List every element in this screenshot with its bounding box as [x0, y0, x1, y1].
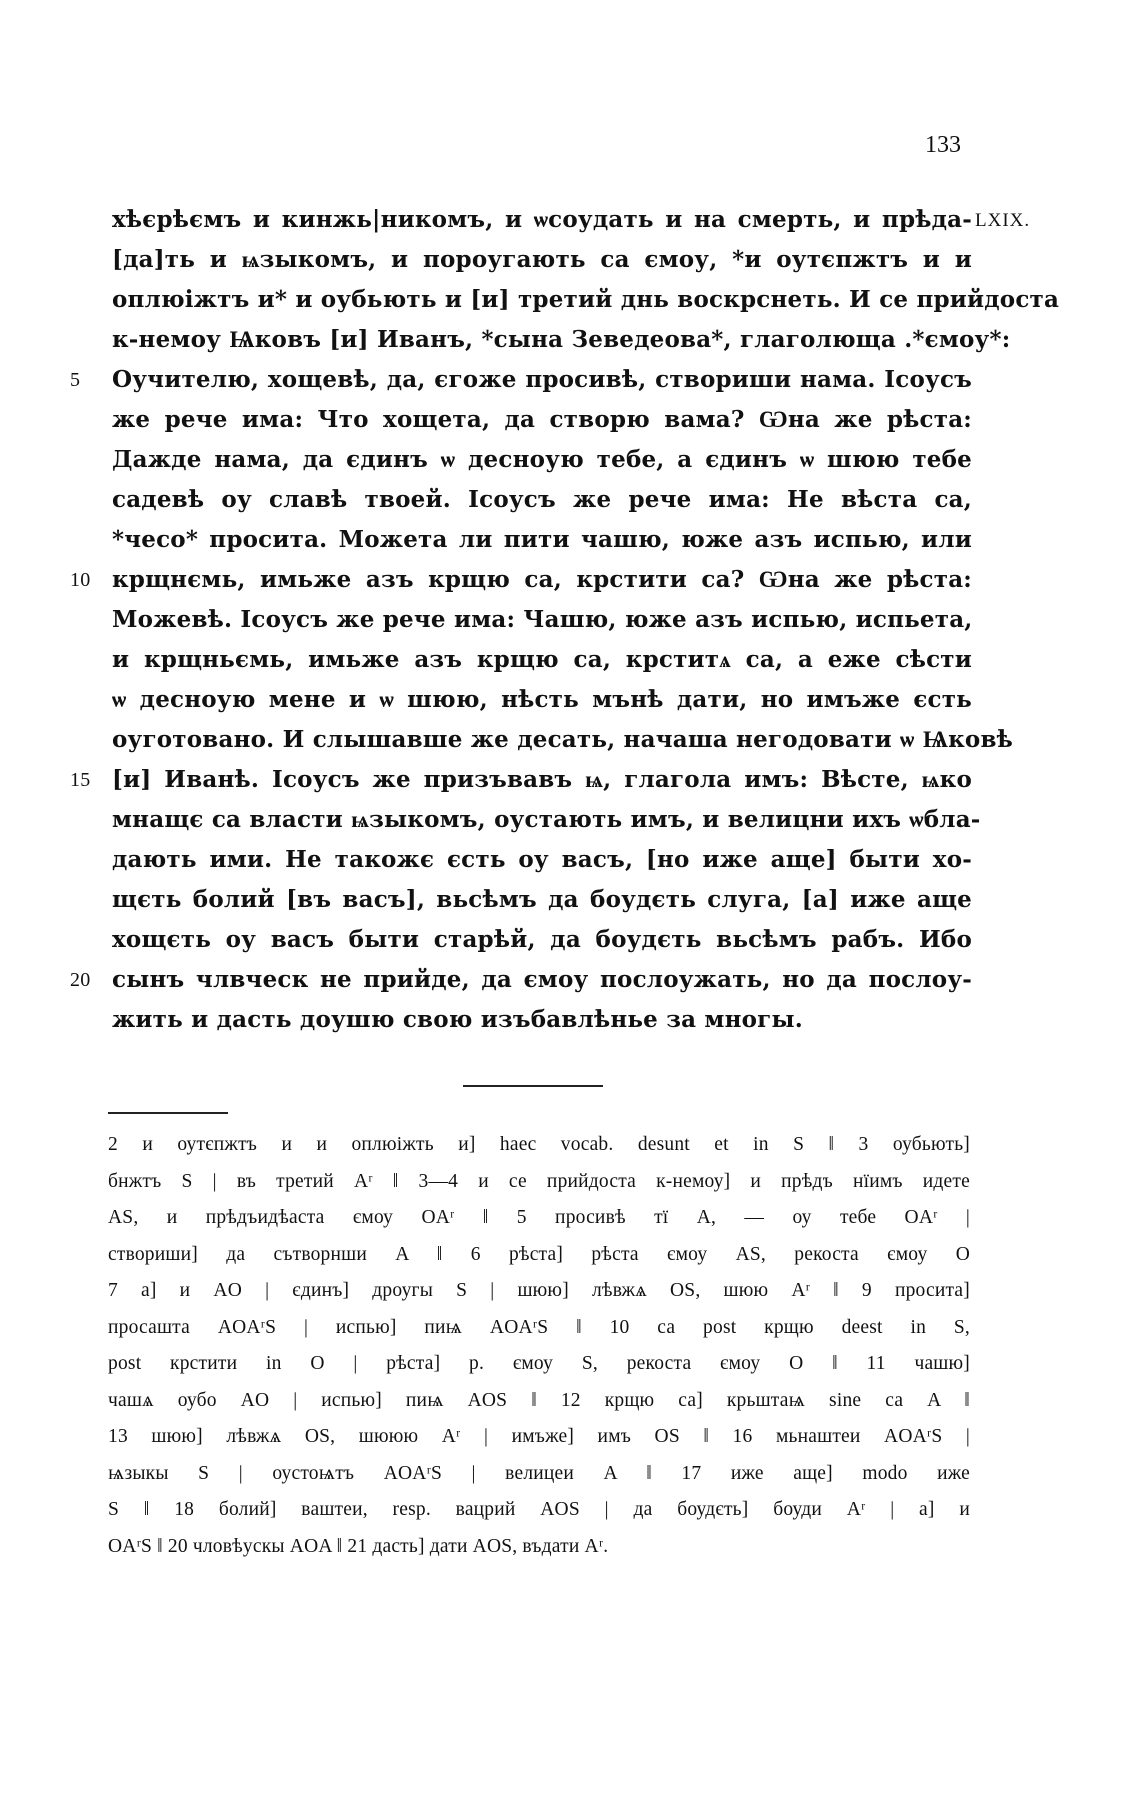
text-line [112, 800, 981, 840]
line-text: хѣєрѣємъ и кинжь|никомъ, и ѡсоудать и на смерть, и прѣда- [112, 206, 972, 233]
text-line [112, 1000, 972, 1040]
text-line [112, 320, 1011, 360]
line-text: ѡ десноую мене и ѡ шюю, нѣсть мънѣ дати, но имъже єсть [112, 686, 972, 713]
line-text: *чесо* просита. Можета ли пити чашю, юже азъ испью, или [112, 526, 972, 553]
line-text: к-немоу Ѩковъ [и] Иванъ, *сына Зеведеова*, глаголюща .*ємоу*: [112, 326, 1011, 353]
text-line [112, 640, 972, 680]
text-line [112, 440, 972, 480]
text-line [112, 680, 972, 720]
line-number: 15 [70, 769, 91, 791]
line-text: и крщньємь, имьже азъ крщю са, крститѧ са, а еже сѣсти [112, 646, 972, 673]
text-line [112, 600, 972, 640]
text-line [112, 880, 972, 920]
line-number: 5 [70, 369, 81, 391]
apparatus-line: 13 шюю] лѣвжѧ OS, шююю Aʳ | имъже] имъ OS ‖ 16 мьнаштеи AOAʳS | [108, 1426, 970, 1447]
apparatus-line: S ‖ 18 болий] ваштеи, resp. вацрий AOS | да боудєть] боуди Aʳ | а] и [108, 1499, 970, 1520]
text-line [70, 960, 972, 1000]
line-text: оуготовано. И слышавше же десать, начаша негодовати ѡ Ѩковѣ [112, 726, 1014, 753]
text-line [70, 360, 972, 400]
line-text: оплюіжтъ и* и оубьють и [и] третий днь воскрснеть. И се прийдоста [112, 286, 1060, 313]
apparatus-line: бнжтъ S | въ третий Aʳ ‖ 3—4 и се прийдоста к-немоу] и прѣдъ нїимъ идете [108, 1170, 970, 1192]
line-text: сынъ члвческ не прийде, да ємоу послоужать, но да послоу- [112, 966, 972, 993]
line-text: же рече има: Что хощета, да створю вама? Ѡна же рѣста: [112, 406, 972, 433]
text-line [112, 920, 972, 960]
line-text: хощєть оу васъ быти старѣй, да боудєть вьсѣмъ рабъ. Ибо [112, 926, 972, 953]
text-line [112, 200, 972, 240]
line-text: Дажде нама, да єдинъ ѡ десноую тебе, а єдинъ ѡ шюю тебе [112, 446, 972, 473]
footnote-rule [108, 1112, 228, 1114]
text-separator-rule [463, 1085, 603, 1087]
text-line [112, 280, 1060, 320]
apparatus-line: просашта AOAʳS | испью] пиѩ AOAʳS ‖ 10 са post крщю deest in S, [108, 1316, 970, 1338]
line-text: щєть болий [въ васъ], вьсѣмъ да боудєть слуга, [а] иже аще [112, 886, 972, 913]
text-line [70, 560, 972, 600]
apparatus-line: створиши] да сътворнши A ‖ 6 рѣста] рѣста ємоу AS, рекоста ємоу O [108, 1243, 970, 1265]
apparatus-line: post крстити in O | рѣста] р. ємоу S, рекоста ємоу O ‖ 11 чашю] [108, 1353, 970, 1374]
line-text: Можевѣ. Ісоусъ же рече има: Чашю, юже азъ испью, испьета, [112, 606, 973, 633]
line-text: жить и дасть доушю свою изъбавлѣнье за многы. [112, 1006, 803, 1033]
text-line [112, 240, 972, 280]
apparatus-line: AS, и прѣдъидѣаста ємоу OAʳ ‖ 5 просивѣ тї A, — оу тебе OAʳ | [108, 1207, 970, 1228]
line-text: крщнємь, имьже азъ крщю са, крстити са? Ѡна же рѣста: [112, 566, 972, 593]
line-number: 10 [70, 569, 91, 591]
marginal-chapter-note: LXIX. [975, 210, 1031, 231]
apparatus-line: чашѧ оубо AO | испью] пиѩ AOS ‖ 12 крщю са] крьштаѩ sine са A ‖ [108, 1389, 970, 1411]
text-line [70, 760, 972, 800]
apparatus-line: ѩзыкы S | оустоѩтъ AOAʳS | велицеи A ‖ 17 иже аще] modo иже [108, 1462, 970, 1484]
line-text: дають ими. Не такожє єсть оу васъ, [но иже аще] быти хо- [112, 846, 972, 873]
line-text: Оучителю, хощевѣ, да, єгоже просивѣ, створиши нама. Ісоусъ [112, 366, 972, 393]
critical-apparatus [108, 1127, 970, 1565]
text-line [112, 520, 972, 560]
text-line [112, 840, 972, 880]
line-text: садевѣ оу славѣ твоей. Ісоусъ же рече има: Не вѣста са, [112, 486, 972, 513]
line-text: мнащє са власти ѩзыкомъ, оустають имъ, и велицни ихъ ѡбла- [112, 806, 981, 833]
apparatus-line: OAʳS ‖ 20 чловѣускы AOA ‖ 21 дасть] дати AOS, въдати Aʳ. [108, 1535, 609, 1557]
text-line [112, 400, 972, 440]
line-text: [да]ть и ѩзыкомъ, и пороугають са ємоу, *и оутєпжтъ и и [112, 246, 972, 273]
page-number: 133 [925, 132, 961, 158]
text-line [112, 480, 972, 520]
apparatus-line: 2 и оутєпжтъ и и оплюіжть и] haec vocab. desunt et in S ‖ 3 оубьють] [108, 1134, 970, 1155]
line-text: [и] Иванѣ. Ісоусъ же призъвавъ ѩ, глагола имъ: Вѣсте, ѩко [112, 766, 972, 793]
line-number: 20 [70, 969, 91, 991]
text-line [112, 720, 1014, 760]
apparatus-line: 7 а] и AO | єдинъ] дроугы S | шюю] лѣвжѧ OS, шюю Aʳ ‖ 9 просита] [108, 1280, 970, 1301]
